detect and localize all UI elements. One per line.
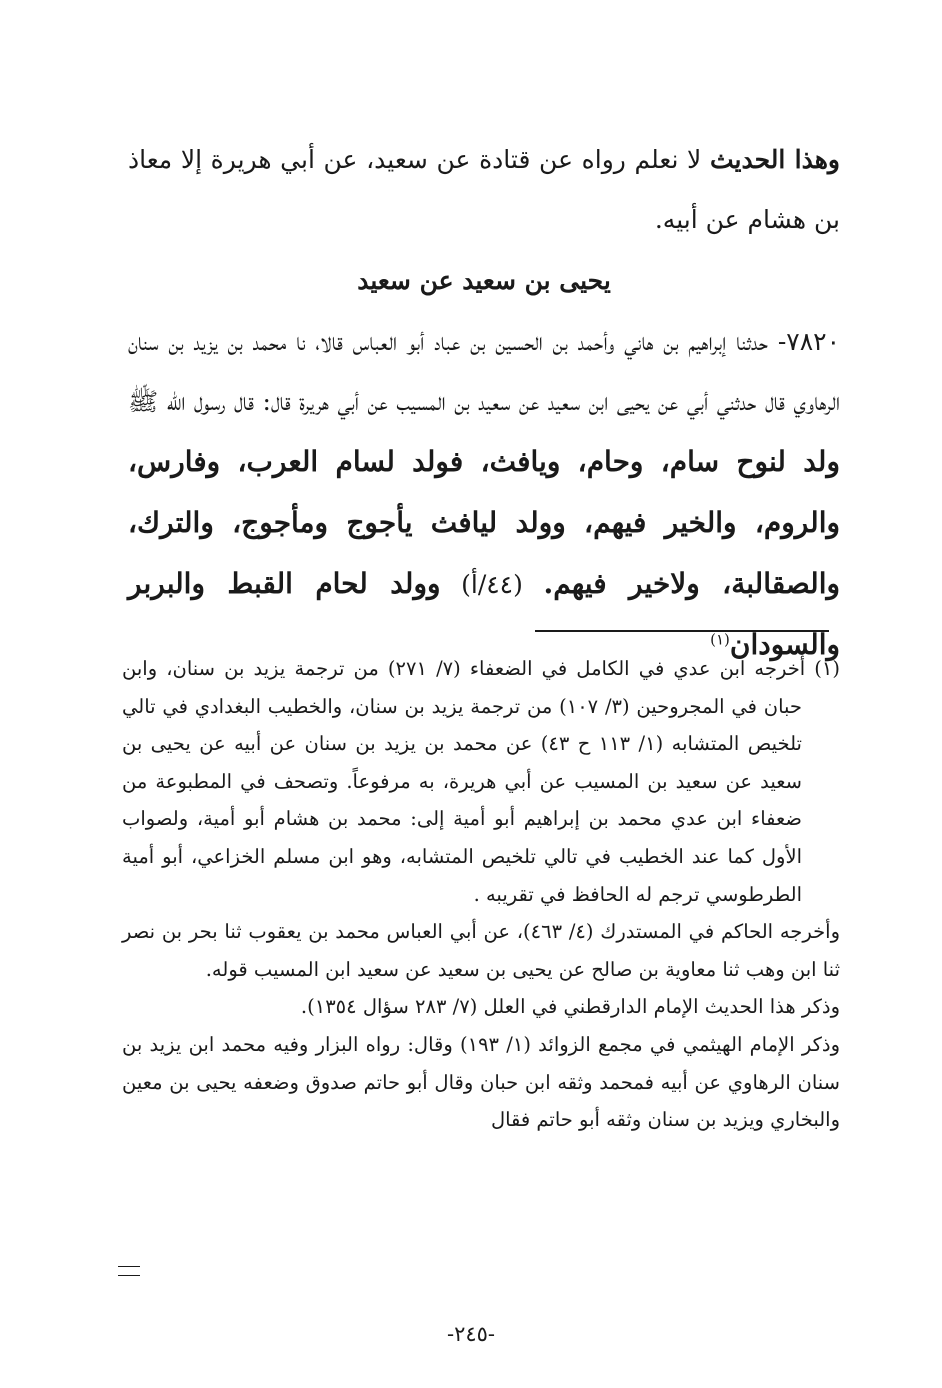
footnote-paragraph-4: وذكر الإمام الهيثمي في مجمع الزوائد (١/ ١٩٣) وقال: رواه البزار وفيه محمد ابن يزيد بن سنان الرهاوي عن أبيه فمحمد وثقه ابن حبان وقال أبو حاتم صدوق وضعفه يحيى بن معين والبخاري ويزيد بن سنان وثقه أبو حاتم فقال bbox=[122, 1032, 840, 1132]
footnote-1 bbox=[122, 650, 840, 913]
continuation-mark bbox=[118, 1266, 140, 1276]
hadith-isnad: حدثنا إبراهيم بن هاني وأحمد بن الحسين بن عباد أبو العباس قالا، نا محمد بن يزيد بن سنان الرهاوي قال حدثني أبي عن يحيى ابن سعيد عن سعيد بن المسيب عن أبي هريرة قال: قال رسول الله ﷺ bbox=[128, 327, 840, 416]
hadith-matn: ولد لنوح سام، وحام، ويافث، فولد لسام العرب، وفارس، والروم، والخير فيهم، وولد ليافث يأجوج ومأجوج، والترك، والصقالبة، ولاخير فيهم. bbox=[128, 445, 841, 600]
footnote-reference: (١) bbox=[710, 630, 730, 649]
footnote-1-marker: (١) bbox=[814, 657, 840, 680]
intro-paragraph bbox=[128, 130, 840, 250]
main-text bbox=[128, 130, 840, 676]
footnote-paragraph-3: وذكر هذا الحديث الإمام الدارقطني في العلل (٧/ ٢٨٣ سؤال ١٣٥٤). bbox=[300, 995, 840, 1019]
footnote-paragraph-2: وأخرجه الحاكم في المستدرك (٤/ ٤٦٣)، عن أبي العباس محمد بن يعقوب ثنا بحر بن نصر ثنا ابن وهب ثنا معاوية بن صالح عن يحيى بن سعيد عن سعيد ابن المسيب قوله. bbox=[122, 920, 840, 981]
footnote-separator bbox=[535, 630, 829, 632]
page-number: -٢٤٥- bbox=[446, 1322, 496, 1346]
hadith-matn-end: وولد لحام القبط والبربر والسودان bbox=[128, 567, 840, 661]
hadith-number: ٧٨٢٠- bbox=[777, 327, 840, 356]
section-heading: يحيى بن سعيد عن سعيد bbox=[357, 266, 611, 295]
footnote-1-text: أخرجه ابن عدي في الكامل في الضعفاء (٧/ ٢٧١) من ترجمة يزيد بن سنان، وابن حبان في المجروحين (٣/ ١٠٧) من ترجمة يزيد بن سنان، والخطيب البغدادي في تالي تلخيص المتشابه (١/ ١١٣ ح ٤٣) عن محمد بن يزيد بن سنان عن أبيه عن يحيى بن سعيد عن سعيد بن المسيب عن أبي هريرة، به مرفوعاً. وتصحف في المطبوعة من ضعفاء ابن عدي محمد بن إبراهيم أبو أمية إلى: محمد بن هشام أبو أمية، ولصواب الأول كما عند الخطيب في تالي تلخيص المتشابه، وهو ابن مسلم الخزاعي، أبو أمية الطرطوسي ترجم له الحافظ في تقريبه . bbox=[122, 657, 806, 906]
folio-marker: (٤٤/أ) bbox=[461, 570, 523, 599]
footnotes bbox=[122, 650, 840, 1139]
intro-lead: وهذا الحديث bbox=[709, 145, 841, 174]
hadith-paragraph bbox=[128, 312, 840, 676]
intro-text: لا نعلم رواه عن قتادة عن سعيد، عن أبي هريرة إلا معاذ بن هشام عن أبيه. bbox=[128, 145, 840, 234]
